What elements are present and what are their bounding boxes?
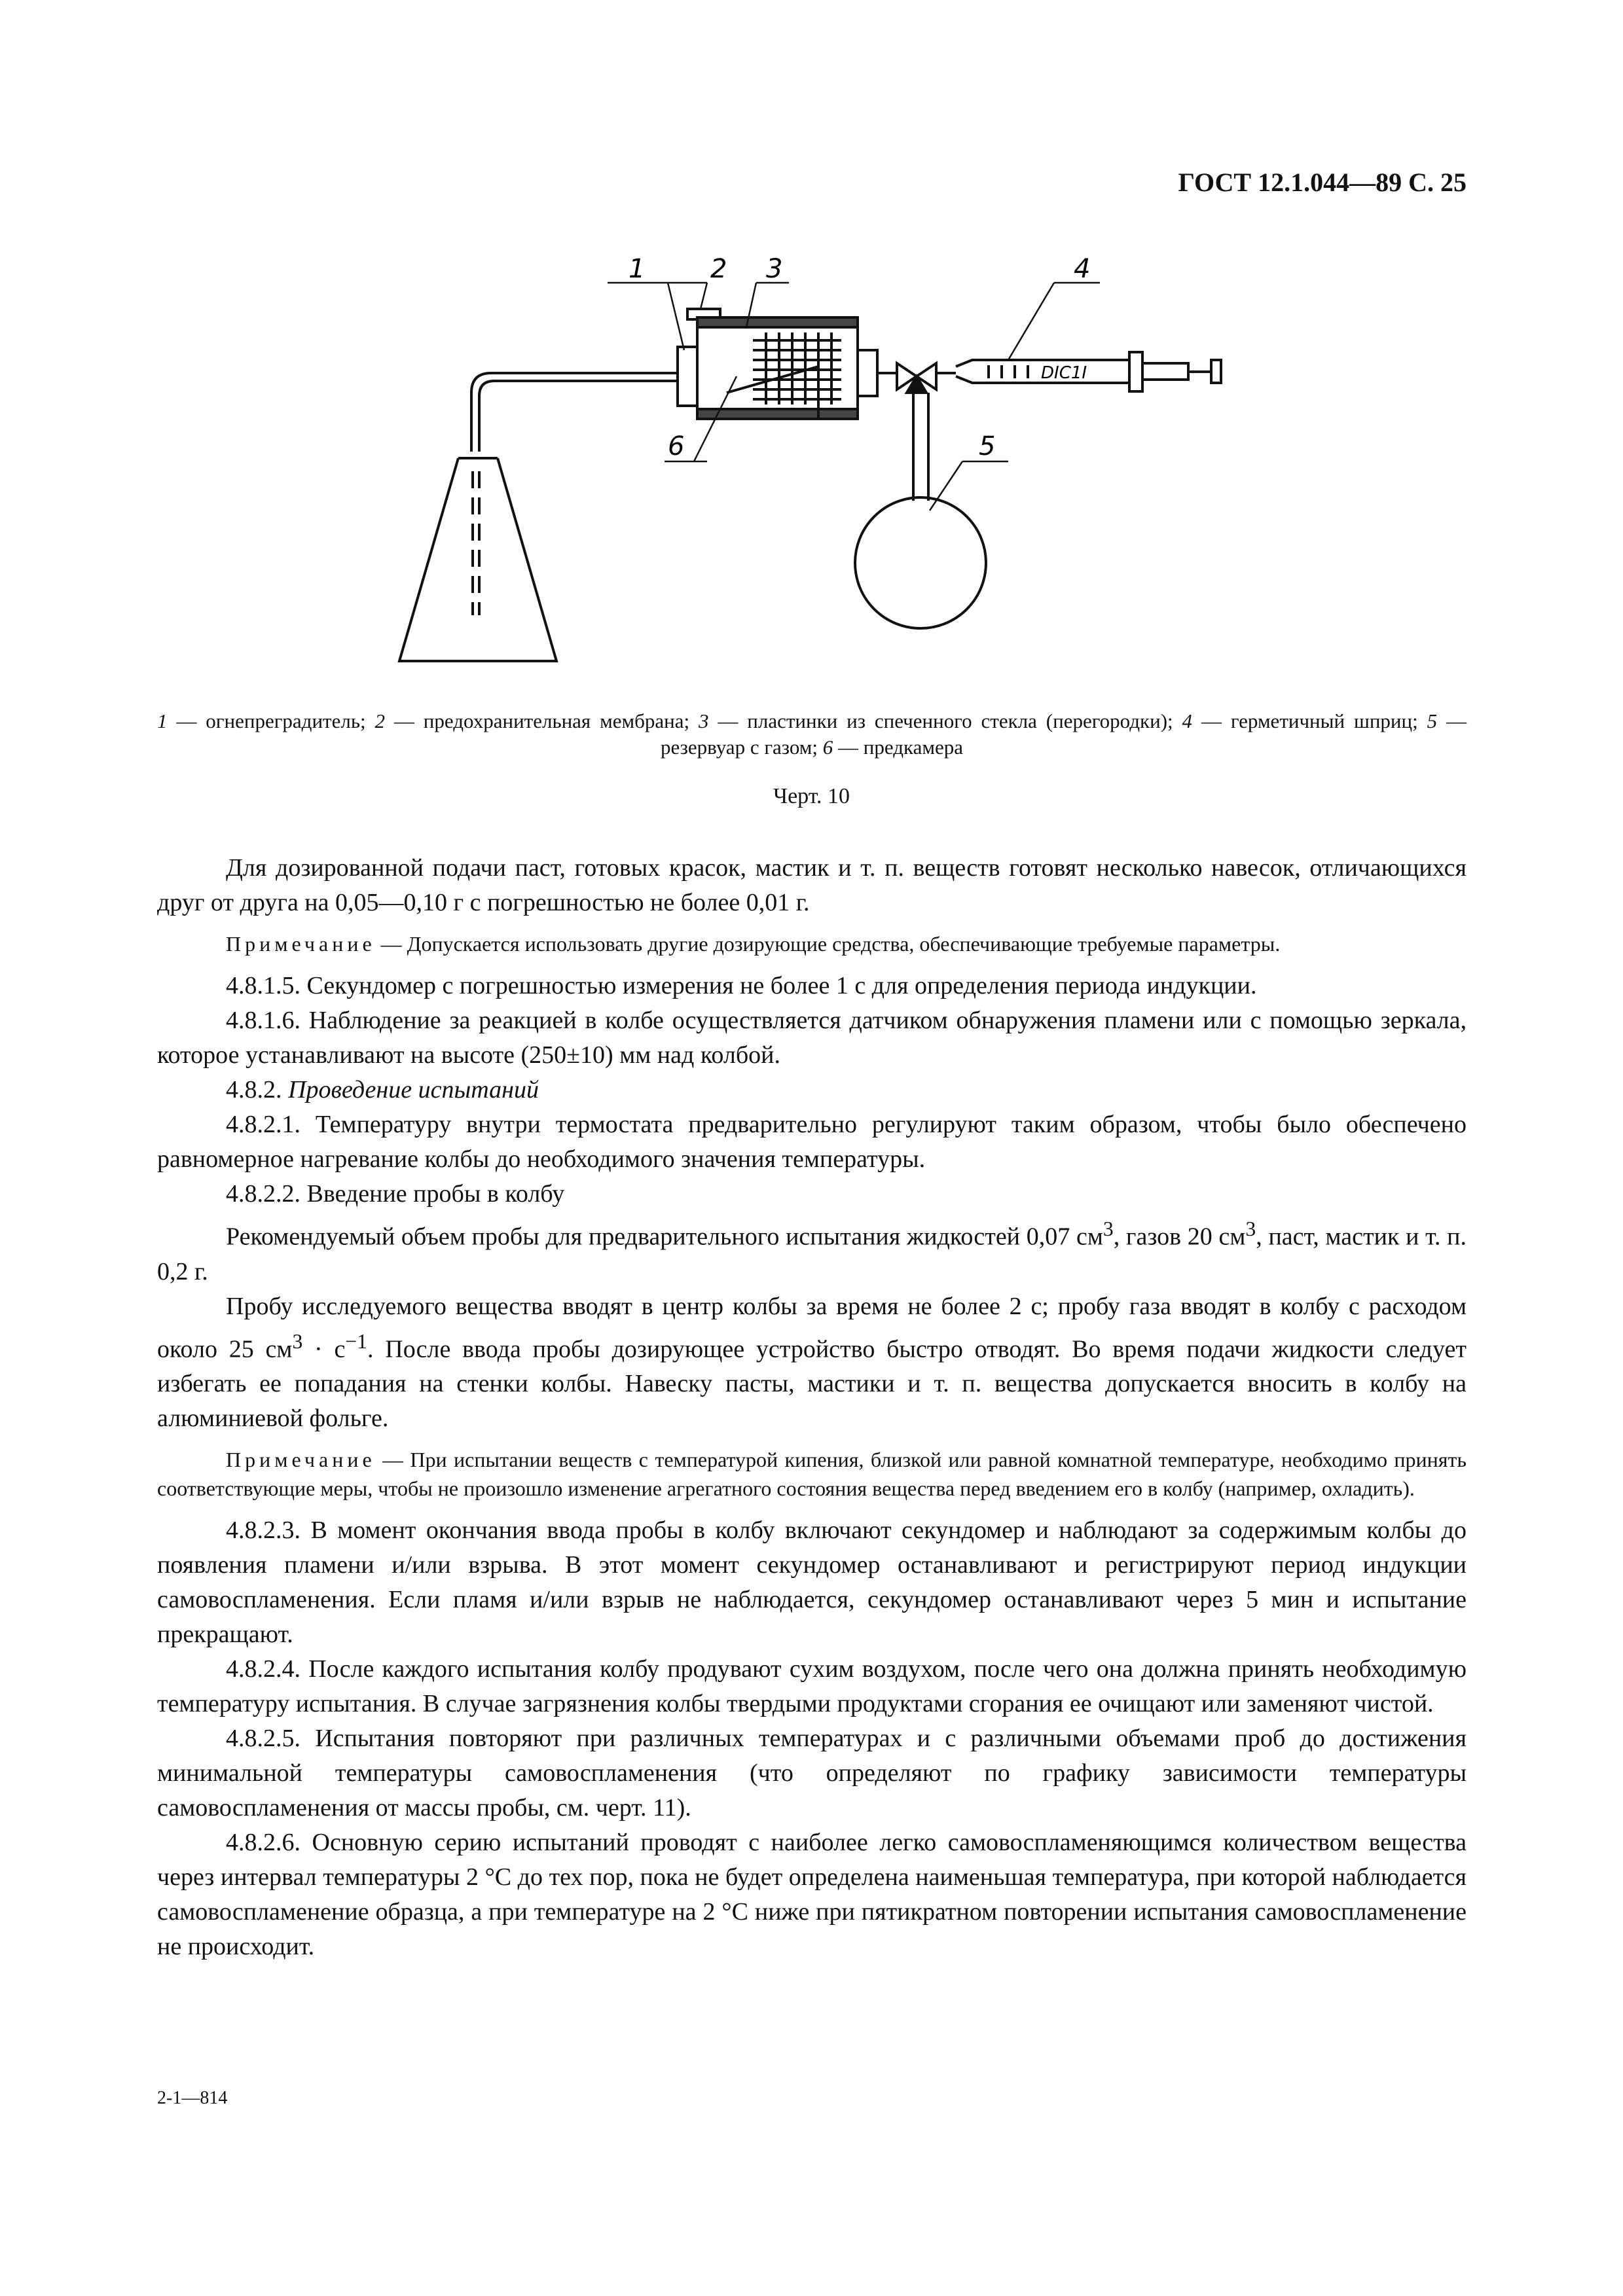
paragraph-dosing: Для дозированной подачи паст, готовых красок, мастик и т. п. веществ готовят несколько навесок, отличающихся друг от друга на 0,05—0,10 г с погрешностью не более 0,01 г. <box>157 854 1467 916</box>
caption-text-5: резервуар с газом <box>661 736 812 759</box>
figure-label-6: 6 <box>668 431 685 461</box>
figure-label-2: 2 <box>710 254 727 284</box>
caption-dash: — <box>833 736 864 759</box>
page-header: ГОСТ 12.1.044—89 С. 25 <box>1178 168 1467 197</box>
paragraph-4815: 4.8.1.5. Секундомер с погрешностью измерения не более 1 с для определения периода индукции. <box>226 972 1257 999</box>
caption-num-5: 5 <box>1427 709 1438 732</box>
caption-text-2: предохранительная мембрана <box>423 709 684 732</box>
figure-caption <box>157 708 1467 761</box>
figure-label-5: 5 <box>979 431 996 461</box>
caption-text-3: пластинки из спеченного стекла (перегородки) <box>747 709 1168 732</box>
paragraph-probe <box>157 1289 1467 1437</box>
note-1 <box>157 929 1467 958</box>
body-text <box>157 851 1467 1964</box>
caption-sep: ; <box>359 709 375 732</box>
figure-label-4: 4 <box>1074 254 1091 284</box>
text-run: Пробу исследуемого вещества вводят в центр колбы за время не более 2 с; пробу газа вводят в колбу с расходом около 25 см <box>157 1292 1467 1363</box>
paragraph-4825: 4.8.2.5. Испытания повторяют при различных температурах и с различными объемами проб до достижения минимальной температуры самовоспламенения (что определяют по графику зависимости температуры самовоспламенения от массы пробы, см. черт. 11). <box>157 1725 1467 1822</box>
caption-sep: ; <box>812 736 823 759</box>
paragraph-482 <box>157 1073 1467 1107</box>
text-run: , газов 20 см <box>1113 1223 1246 1251</box>
paragraph-4816: 4.8.1.6. Наблюдение за реакцией в колбе осуществляется датчиком обнаружения пламени или с помощью зеркала, которое устанавливают на высоте (250±10) мм над колбой. <box>157 1007 1467 1069</box>
caption-text-1: огнепреградитель <box>206 709 360 732</box>
note-label: Примечание <box>226 932 376 956</box>
caption-dash: — <box>1437 709 1467 732</box>
text-run: . После ввода пробы дозирующее устройство быстро отводят. Во время подачи жидкости следует избегать ее попадания на стенки колбы. Навеску пасты, мастики и т. п. вещества допускается вносить в колбу на алюминиевой фольге. <box>157 1335 1467 1433</box>
caption-dash: — <box>167 709 206 732</box>
text-run: Рекомендуемый объем пробы для предварительного испытания жидкостей 0,07 см <box>226 1223 1103 1251</box>
glass-plates <box>753 332 841 404</box>
syringe-text: DIC1I <box>1041 363 1087 383</box>
note-2 <box>157 1445 1467 1503</box>
paragraph-recommended-volume <box>157 1211 1467 1289</box>
gas-reservoir <box>855 393 986 628</box>
caption-num-1: 1 <box>157 709 168 732</box>
figure-title: Черт. 10 <box>773 784 850 808</box>
caption-dash: — <box>1192 709 1231 732</box>
connecting-tube <box>471 373 678 452</box>
section-title: Проведение испытаний <box>288 1076 539 1103</box>
caption-sep: ; <box>1412 709 1427 732</box>
note-text: — При испытании веществ с температурой кипения, близкой или равной комнатной температуре, необходимо принять соответствующие меры, чтобы не произошло изменение агрегатного состояния вещества перед введением его в колбу (например, охладить). <box>157 1448 1467 1501</box>
caption-text-6: предкамера <box>863 736 963 759</box>
caption-dash: — <box>384 709 424 732</box>
conical-flask <box>399 458 556 661</box>
superscript: 3 <box>1245 1217 1256 1240</box>
superscript: 3 <box>292 1329 303 1353</box>
paragraph-4822: 4.8.2.2. Введение пробы в колбу <box>226 1180 565 1208</box>
page-footer: 2-1—814 <box>157 2088 228 2108</box>
caption-num-6: 6 <box>822 736 833 759</box>
caption-sep: ; <box>1167 709 1182 732</box>
paragraph-4821: 4.8.2.1. Температуру внутри термостата предварительно регулируют таким образом, чтобы было обеспечено равномерное нагревание колбы до необходимого значения температуры. <box>157 1111 1467 1173</box>
syringe <box>956 352 1221 391</box>
note-text: — Допускается использовать другие дозирующие средства, обеспечивающие требуемые параметры. <box>375 932 1281 956</box>
apparatus-diagram <box>360 236 1277 681</box>
superscript: −1 <box>345 1329 367 1353</box>
paragraph-4824: 4.8.2.4. После каждого испытания колбу продувают сухим воздухом, после чего она должна принять необходимую температуру испытания. В случае загрязнения колбы твердыми продуктами сгорания ее очищают или заменяют чистой. <box>157 1655 1467 1718</box>
text-run: , паст, мастик и т. п. 0,2 г. <box>157 1223 1467 1285</box>
caption-dash: — <box>708 709 748 732</box>
section-number: 4.8.2. <box>226 1076 288 1103</box>
caption-text-4: герметичный шприц <box>1230 709 1413 732</box>
superscript: 3 <box>1103 1217 1114 1240</box>
paragraph-4823: 4.8.2.3. В момент окончания ввода пробы в колбу включают секундомер и наблюдают за содержимым колбы до появления пламени и/или взрыва. В этот момент секундомер останавливают и регистрируют период индукции самовоспламенения. Если пламя и/или взрыв не наблюдается, секундомер останавливают через 5 мин и испытание прекращают. <box>157 1516 1467 1649</box>
paragraph-4826: 4.8.2.6. Основную серию испытаний проводят с наиболее легко самовоспламеняющимся количеством вещества через интервал температуры 2 °С до тех пор, пока не будет определена наименьшая температура, при которой наблюдается самовоспламенение образца, а при температуре на 2 °С ниже при пятикратном повторении испытания самовоспламенение не происходит. <box>157 1829 1467 1961</box>
three-way-valve <box>877 363 956 393</box>
caption-num-4: 4 <box>1182 709 1193 732</box>
caption-sep: ; <box>684 709 699 732</box>
caption-num-3: 3 <box>698 709 709 732</box>
flame-arrester <box>678 309 877 419</box>
note-label: Примечание <box>226 1448 376 1472</box>
figure-label-1: 1 <box>629 254 646 284</box>
caption-num-2: 2 <box>374 709 385 732</box>
figure-label-3: 3 <box>766 254 783 284</box>
text-run: · с <box>302 1335 346 1363</box>
